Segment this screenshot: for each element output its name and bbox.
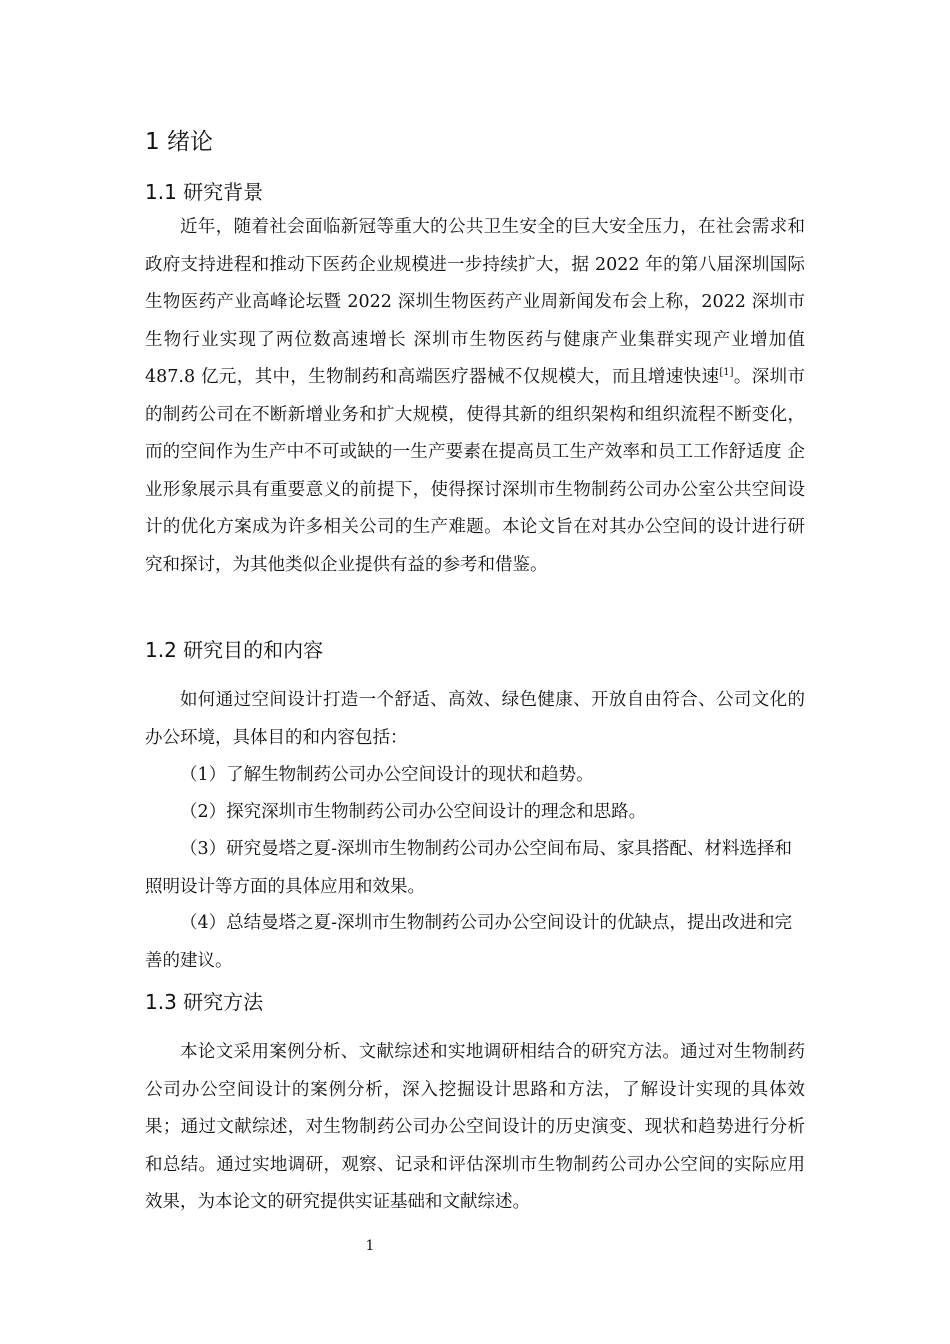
objective-item-3: （3）研究曼塔之夏-深圳市生物制药公司办公空间布局、家具搭配、材料选择和照明设计等方面的具体应用和效果。 xyxy=(145,839,793,897)
background-paragraph xyxy=(145,209,805,584)
objective-item-4: （4）总结曼塔之夏-深圳市生物制药公司办公空间设计的优缺点，提出改进和完善的建议。 xyxy=(145,913,793,971)
page-number: 1 xyxy=(365,1238,375,1254)
background-text-part1: 近年，随着社会面临新冠等重大的公共卫生安全的巨大安全压力，在社会需求和政府支持进程和推动下医药企业规模进一步持续扩大，据 2022 年的第八届深圳国际生物医药产业高峰论坛暨 2022 深圳生物医药产业周新闻发布会上称，2022 深圳市生物行业实现了两位数高速增长 深圳市生物医药与健康产业集群实现产业增加值 487.8 亿元，其中，生物制药和高端医疗器械不仅规模大，而且增速快速 xyxy=(145,217,805,387)
chapter-title: 1 绪论 xyxy=(145,129,213,155)
background-text-part2: 。深圳市的制药公司在不断新增业务和扩大规模，使得其新的组织架构和组织流程不断变化，而的空间作为生产中不可或缺的一生产要素在提高员工生产效率和员工工作舒适度 企业形象展示具有重要意义的前提下，使得探讨深圳市生物制药公司办公室公共空间设计的优化方案成为许多相关公司的生产难题。本论文旨在对其办公空间的设计进行研究和探讨，为其他类似企业提供有益的参考和借鉴。 xyxy=(145,367,805,575)
section-heading-objectives: 1.2 研究目的和内容 xyxy=(145,638,324,662)
section-heading-methods: 1.3 研究方法 xyxy=(145,990,264,1014)
objective-item-1: （1）了解生物制药公司办公空间设计的现状和趋势。 xyxy=(180,765,594,785)
objective-item-2: （2）探究深圳市生物制药公司办公空间设计的理念和思路。 xyxy=(180,802,647,822)
section-heading-background: 1.1 研究背景 xyxy=(145,180,264,204)
objectives-intro: 如何通过空间设计打造一个舒适、高效、绿色健康、开放自由符合、公司文化的办公环境，具体目的和内容包括： xyxy=(145,690,805,748)
citation-marker: [1] xyxy=(719,367,734,379)
methods-paragraph: 本论文采用案例分析、文献综述和实地调研相结合的研究方法。通过对生物制药公司办公空间设计的案例分析，深入挖掘设计思路和方法，了解设计实现的具体效果；通过文献综述，对生物制药公司办公空间设计的历史演变、现状和趋势进行分析和总结。通过实地调研，观察、记录和评估深圳市生物制药公司办公空间的实际应用效果，为本论文的研究提供实证基础和文献综述。 xyxy=(145,1042,805,1212)
